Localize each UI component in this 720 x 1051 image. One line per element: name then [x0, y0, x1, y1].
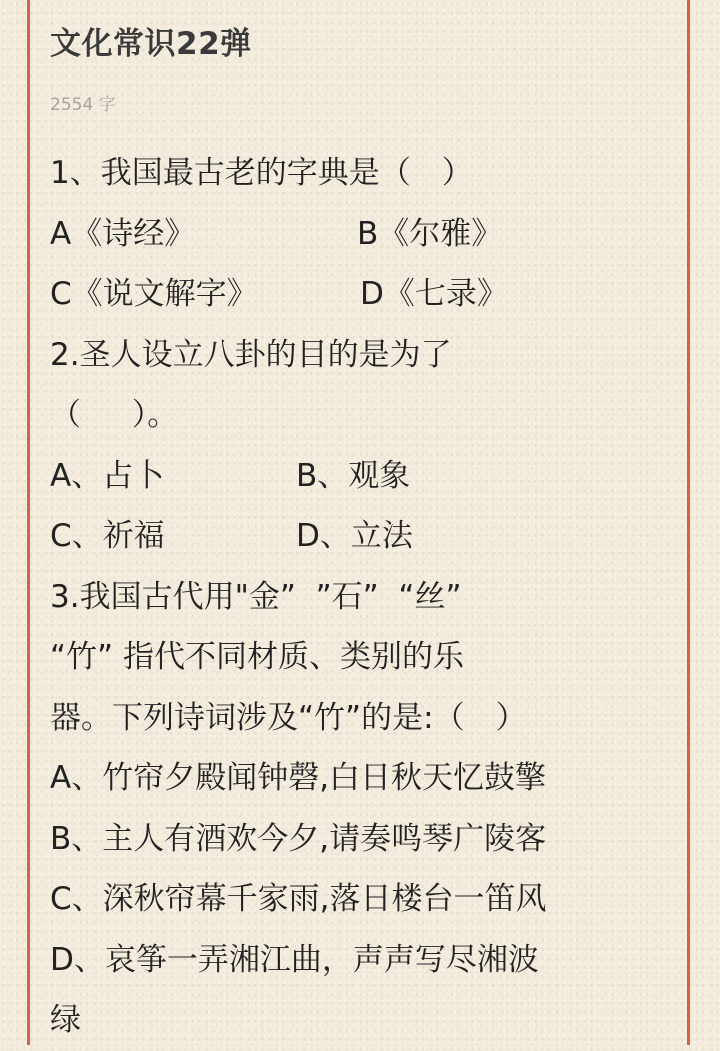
question-2-line — [50, 325, 680, 386]
line-text: 2.圣人设立八卦的目的是为了 — [50, 336, 452, 373]
question-1-options-cd — [50, 264, 680, 325]
option-d: D《七录》 — [360, 276, 508, 312]
question-1-line — [50, 143, 680, 204]
question-3-option-b — [50, 809, 680, 870]
question-3-option-a — [50, 748, 680, 809]
line-text: “竹” 指代不同材质、类别的乐 — [50, 639, 464, 675]
option-a: A《诗经》 — [50, 215, 196, 252]
line-text: D、哀筝一弄湘江曲，声声写尽湘波 — [50, 941, 539, 978]
option-b: B、观象 — [296, 457, 411, 494]
option-a: A、占卜 — [50, 457, 165, 494]
question-3-line-1 — [50, 567, 680, 628]
option-c: C《说文解字》 — [50, 276, 258, 312]
option-b: B《尔雅》 — [357, 215, 503, 252]
line-text: B、主人有酒欢今夕,请奏鸣琴广陵客 — [50, 820, 547, 857]
line-text: （ ）。 — [50, 397, 179, 433]
question-3-line-2 — [50, 627, 680, 688]
note-content[interactable] — [50, 143, 680, 1051]
question-3-line-3 — [50, 688, 680, 749]
question-2-options-ab — [50, 446, 680, 507]
right-margin-line — [687, 0, 690, 1045]
line-text: 绿 — [50, 1002, 81, 1038]
line-text: 器。下列诗词涉及“竹”的是:（ ） — [50, 699, 527, 736]
line-text: 3.我国古代用"金” ”石” “丝” — [50, 578, 462, 615]
note-title: 文化常识22弹 — [50, 26, 252, 62]
question-1-options-ab — [50, 204, 680, 265]
left-margin-line — [27, 0, 30, 1045]
line-text: 1、我国最古老的字典是（ ） — [50, 155, 473, 191]
option-c: C、祈福 — [50, 518, 165, 554]
question-2-blank — [50, 385, 680, 446]
option-d: D、立法 — [296, 518, 413, 554]
question-3-option-d-cont — [50, 990, 680, 1051]
question-3-option-d — [50, 930, 680, 991]
word-count: 2554 字 — [50, 95, 116, 115]
question-3-option-c — [50, 869, 680, 930]
line-text: C、深秋帘幕千家雨,落日楼台一笛风 — [50, 881, 547, 917]
line-text: A、竹帘夕殿闻钟磬,白日秋天忆鼓擎 — [50, 760, 547, 796]
question-2-options-cd — [50, 506, 680, 567]
